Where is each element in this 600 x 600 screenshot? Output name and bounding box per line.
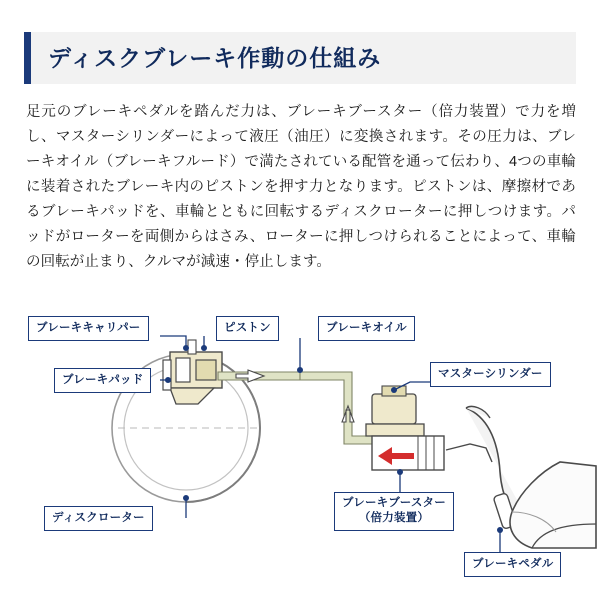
label-brake-pedal: ブレーキペダル	[464, 552, 561, 577]
label-brake-booster	[334, 492, 454, 531]
body-paragraph: 足元のブレーキペダルを踏んだ力は、ブレーキブースター（倍力装置）で力を増し、マスターシリンダーによって液圧（油圧）に変換されます。その圧力は、ブレーキオイル（ブレーキフルード）で満たされている配管を通って伝わり、4つの車輪に装着されたブレーキ内のピストンを押す力となります。ピストンは、摩擦材であるブレーキパッドを、車輪とともに回転するディスクローターに押しつけます。パッドがローターを両側からはさみ、ローターに押しつけられることによって、車輪の回転が止まり、クルマが減速・停止します。	[26, 104, 576, 270]
label-disc-rotor: ディスクローター	[44, 506, 153, 531]
label-master-cylinder: マスターシリンダー	[430, 362, 551, 387]
label-brake-booster-line2: （倍力装置）	[358, 511, 430, 524]
page-title: ディスクブレーキ作動の仕組み	[48, 45, 382, 71]
label-brake-oil: ブレーキオイル	[318, 316, 415, 341]
title-accent-bar	[24, 32, 31, 84]
brake-booster-graphic	[372, 436, 444, 470]
foot-graphic	[510, 462, 596, 548]
label-brake-pad: ブレーキパッド	[54, 368, 151, 393]
label-brake-booster-line1: ブレーキブースター	[342, 497, 446, 509]
master-cylinder-graphic	[366, 386, 424, 436]
page-title-bar	[24, 32, 576, 84]
brake-system-diagram	[0, 286, 600, 600]
label-piston: ピストン	[216, 316, 279, 341]
label-brake-caliper: ブレーキキャリパー	[28, 316, 149, 341]
brake-caliper-graphic	[163, 340, 222, 404]
